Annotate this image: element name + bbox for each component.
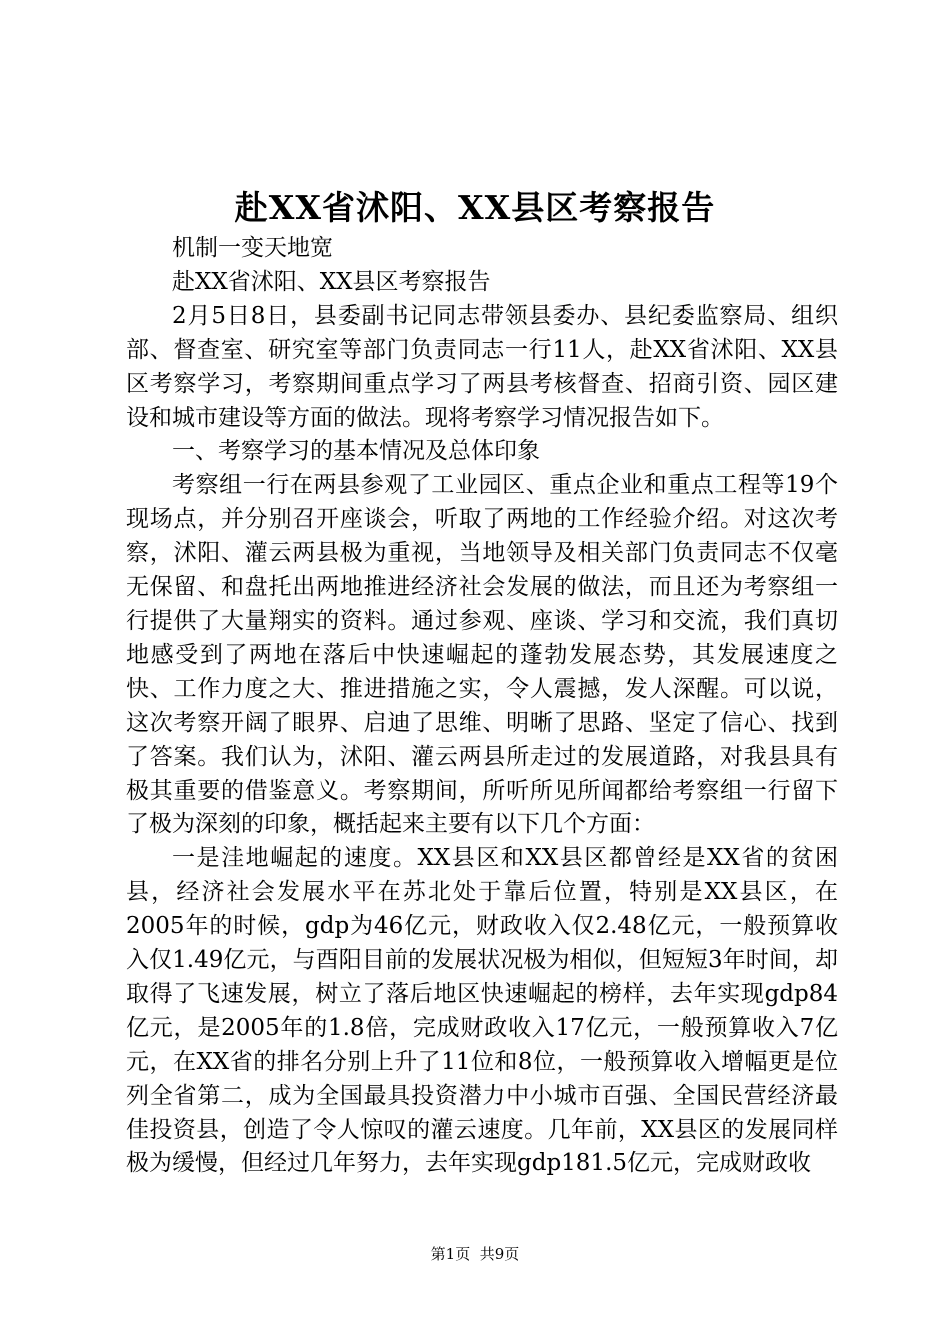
document-title: 赴XX省沭阳、XX县区考察报告 <box>234 188 716 227</box>
page-total: 共9页 <box>479 1245 520 1263</box>
document-body <box>126 232 838 1181</box>
page-number: 第1页 <box>430 1245 471 1263</box>
overview-paragraph: 考察组一行在两县参观了工业园区、重点企业和重点工程等19个现场点，并分别召开座谈会，听取了两地的工作经验介绍。对这次考察，沭阳、灌云两县极为重视，当地领导及相关部门负责同志不仅毫无保留、和盘托出两地推进经济社会发展的做法，而且还为考察组一行提供了大量翔实的资料。通过参观、座谈、学习和交流，我们真切地感受到了两地在落后中快速崛起的蓬勃发展态势，其发展速度之快、工作力度之大、推进措施之实，令人震撼，发人深醒。可以说，这次考察开阔了眼界、启迪了思维、明晰了思路、坚定了信心、找到了答案。我们认为，沭阳、灌云两县所走过的发展道路，对我县具有极其重要的借鉴意义。考察期间，所听所见所闻都给考察组一行留下了极为深刻的印象，概括起来主要有以下几个方面： <box>126 472 838 838</box>
page-footer <box>0 1244 950 1264</box>
report-heading-paragraph: 赴XX省沭阳、XX县区考察报告 <box>172 268 491 295</box>
section-heading: 一、考察学习的基本情况及总体印象 <box>172 438 540 465</box>
intro-paragraph: 2月5日8日，县委副书记同志带领县委办、县纪委监察局、组织部、督查室、研究室等部门负责同志一行11人，赴XX省沭阳、XX县区考察学习，考察期间重点学习了两县考核督查、招商引资、园区建设和城市建设等方面的做法。现将考察学习情况报告如下。 <box>126 302 838 431</box>
subtitle-paragraph: 机制一变天地宽 <box>172 235 333 261</box>
speed-paragraph: 一是洼地崛起的速度。XX县区和XX县区都曾经是XX省的贫困县，经济社会发展水平在苏北处于靠后位置，特别是XX县区，在2005年的时候，gdp为46亿元，财政收入仅2.48亿元，一般预算收入仅1.49亿元，与酉阳目前的发展状况极为相似，但短短3年时间，却取得了飞速发展，树立了落后地区快速崛起的榜样，去年实现gdp84亿元，是2005年的1.8倍，完成财政收入17亿元，一般预算收入7亿元，在XX省的排名分别上升了11位和8位，一般预算收入增幅更是位列全省第二，成为全国最具投资潜力中小城市百强、全国民营经济最佳投资县，创造了令人惊叹的灌云速度。几年前，XX县区的发展同样极为缓慢，但经过几年努力，去年实现gdp181.5亿元，完成财政收 <box>126 845 838 1177</box>
